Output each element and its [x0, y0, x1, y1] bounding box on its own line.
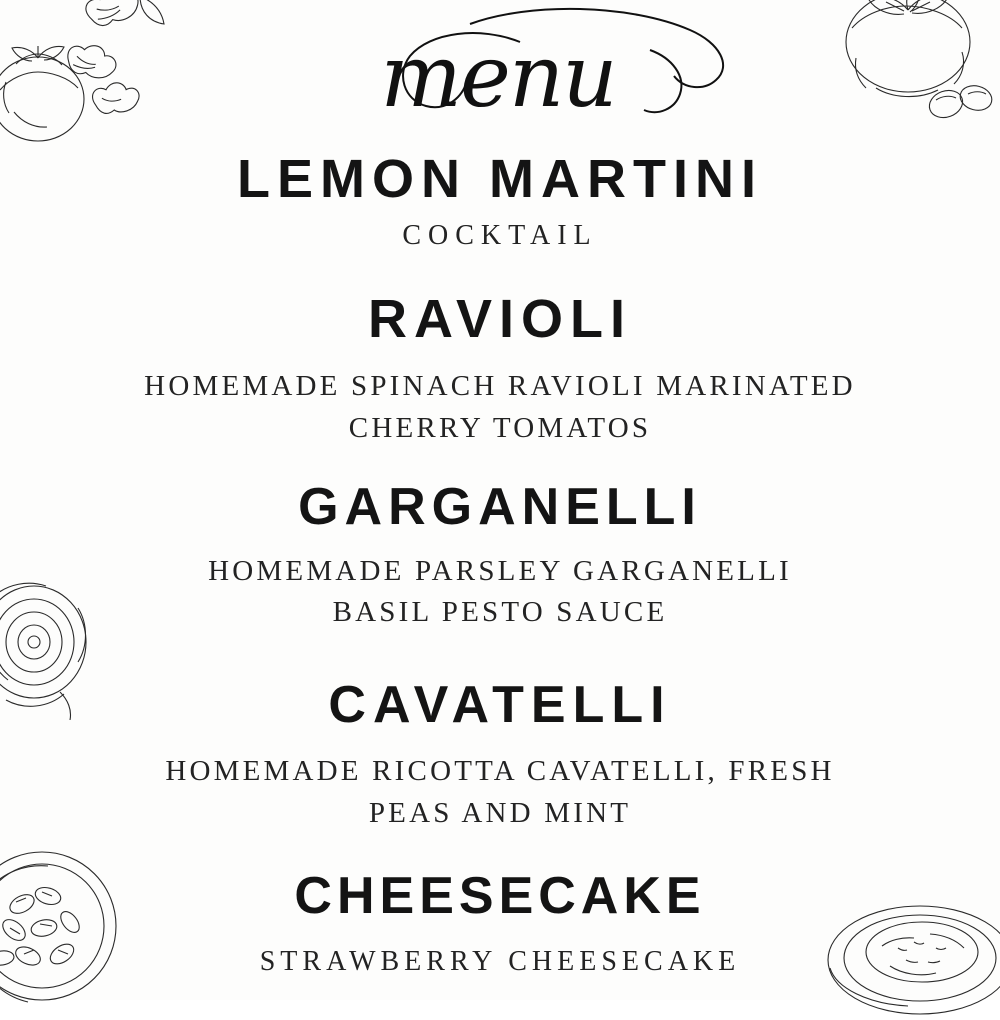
item-description	[60, 551, 940, 633]
item-description	[60, 366, 940, 448]
item-name: LEMON MARTINI	[237, 149, 763, 209]
item-description	[60, 751, 940, 833]
item-name: GARGANELLI	[298, 477, 702, 536]
item-description-line: HOMEMADE RICOTTA CAVATELLI, FRESH	[165, 755, 835, 788]
menu-section-lemon-martini	[60, 150, 940, 256]
item-description-line: HOMEMADE SPINACH RAVIOLI MARINATED	[144, 370, 856, 403]
menu-title	[0, 6, 1000, 146]
menu-section-garganelli	[60, 479, 940, 634]
menu-items-list	[60, 150, 940, 986]
item-description	[60, 216, 940, 256]
item-description-line: PEAS AND MINT	[368, 796, 632, 829]
menu-section-cheesecake	[60, 868, 940, 982]
item-name: CHEESECAKE	[294, 866, 706, 925]
item-description-line: STRAWBERRY CHEESECAKE	[259, 945, 741, 977]
item-description	[60, 942, 940, 982]
menu-section-cavatelli	[60, 677, 940, 834]
item-name: CAVATELLI	[328, 676, 672, 735]
item-description-line: HOMEMADE PARSLEY GARGANELLI	[208, 554, 792, 587]
item-name: RAVIOLI	[368, 289, 632, 350]
menu-section-ravioli	[60, 290, 940, 449]
item-description-line: BASIL PESTO SAUCE	[332, 596, 668, 629]
menu-script-label: menu	[380, 27, 616, 127]
item-description-line: CHERRY TOMATOS	[348, 411, 652, 444]
item-description-line: COCKTAIL	[402, 220, 598, 252]
